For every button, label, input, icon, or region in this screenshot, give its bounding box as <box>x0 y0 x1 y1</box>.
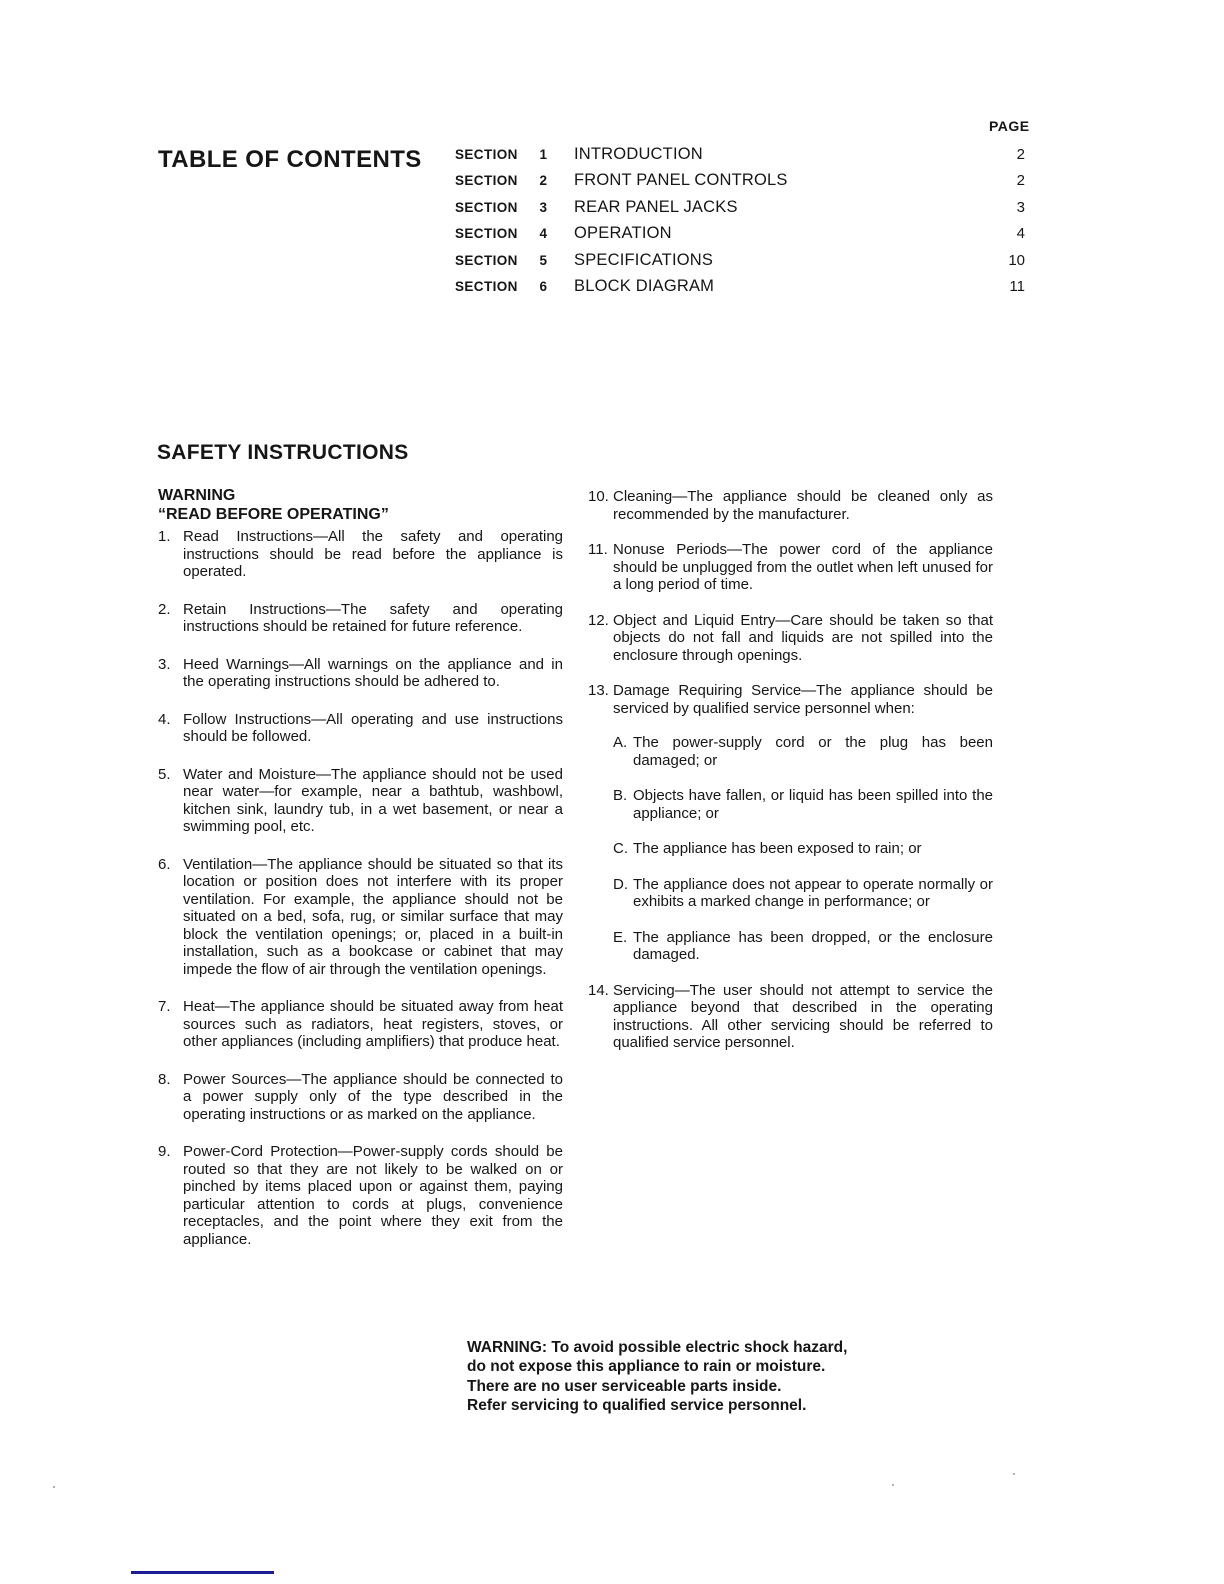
safety-instructions-title: SAFETY INSTRUCTIONS <box>157 441 409 464</box>
toc-section-number: 3 <box>539 199 547 215</box>
safety-item-5 <box>158 766 563 836</box>
item-number: 8. <box>158 1070 171 1088</box>
read-before-operating-subtitle: “READ BEFORE OPERATING” <box>158 506 389 523</box>
item-number: 13. <box>588 682 609 699</box>
item-text: Object and Liquid Entry—Care should be taken so that objects do not fall and liquids are not spilled into the enclosure through openings. <box>613 611 993 664</box>
toc-section-label: SECTION <box>455 278 518 294</box>
item-number: 14. <box>588 981 609 999</box>
toc-section-number: 2 <box>539 173 547 189</box>
toc-page-number: 3 <box>1016 198 1025 216</box>
subitem-text: The appliance does not appear to operate normally or exhibits a marked change in performance; or <box>633 875 993 910</box>
item-number: 12. <box>588 611 609 629</box>
item-number: 7. <box>158 998 171 1015</box>
toc-entry-6 <box>455 277 1025 303</box>
subitem-letter: A. <box>613 734 628 751</box>
subitem-c <box>613 840 993 858</box>
safety-item-14 <box>588 982 993 1052</box>
item-number: 5. <box>158 765 171 783</box>
warning-line-1: WARNING: To avoid possible electric shock hazard, <box>467 1339 848 1356</box>
safety-item-2 <box>158 601 563 636</box>
scan-speck <box>1013 1473 1015 1475</box>
toc-section-label: SECTION <box>455 147 518 162</box>
electric-shock-warning <box>467 1338 917 1415</box>
item-text: Retain Instructions—The safety and operating instructions should be retained for future reference. <box>183 600 563 635</box>
toc-entry-3 <box>455 198 1025 224</box>
item-text: Nonuse Periods—The power cord of the appliance should be unplugged from the outlet when left unused for a long period of time. <box>613 541 993 593</box>
warning-line-4: Refer servicing to qualified service personnel. <box>467 1396 807 1414</box>
toc-page-number: 11 <box>1009 277 1025 295</box>
scan-speck <box>53 1486 55 1488</box>
toc-section-title: FRONT PANEL CONTROLS <box>574 171 788 190</box>
toc-section-number: 5 <box>539 252 547 268</box>
toc-section-title: OPERATION <box>574 224 672 243</box>
subitem-text: The appliance has been exposed to rain; or <box>633 840 922 857</box>
toc-section-label: SECTION <box>455 173 518 189</box>
table-of-contents <box>455 145 1025 303</box>
safety-item-8 <box>158 1071 563 1124</box>
toc-section-number: 6 <box>539 278 547 294</box>
toc-page-number: 2 <box>1016 172 1025 190</box>
toc-title: TABLE OF CONTENTS <box>158 146 422 173</box>
toc-section-title: SPECIFICATIONS <box>574 250 714 269</box>
toc-page-number: 4 <box>1016 225 1025 243</box>
safety-item-11 <box>588 541 993 594</box>
item-text: Power Sources—The appliance should be connected to a power supply only of the type described in the operating instructions or as marked on the appliance. <box>183 1070 563 1123</box>
subitem-d <box>613 876 993 911</box>
subitem-b <box>613 787 993 822</box>
subitem-text: Objects have fallen, or liquid has been spilled into the appliance; or <box>633 787 993 822</box>
item-text: Read Instructions—All the safety and operating instructions should be read before the appliance is operated. <box>183 528 563 580</box>
safety-item-10 <box>588 488 993 523</box>
item-text: Follow Instructions—All operating and use instructions should be followed. <box>183 710 563 745</box>
subitem-text: The appliance has been dropped, or the enclosure damaged. <box>633 928 993 963</box>
safety-item-3 <box>158 656 563 691</box>
safety-item-9 <box>158 1143 563 1248</box>
warning-line-3: There are no user serviceable parts inside. <box>467 1377 782 1395</box>
scan-speck <box>892 1484 894 1486</box>
toc-section-number: 1 <box>539 147 547 162</box>
toc-section-title: INTRODUCTION <box>574 145 703 163</box>
safety-item-12 <box>588 612 993 665</box>
toc-section-label: SECTION <box>455 199 518 215</box>
safety-item-7 <box>158 998 563 1051</box>
item-text: Power-Cord Protection—Power-supply cords should be routed so that they are not likely to be walked on or pinched by items placed upon or against them, paying particular attention to cords at plugs, convenience receptacles, and the point where they exit from the appliance. <box>183 1143 563 1248</box>
toc-entry-4 <box>455 224 1025 250</box>
safety-item-1 <box>158 528 563 581</box>
item-text: Water and Moisture—The appliance should not be used near water—for example, near a bathtub, washbowl, kitchen sink, laundry tub, in a wet basement, or near a swimming pool, etc. <box>183 765 563 835</box>
toc-section-title: BLOCK DIAGRAM <box>574 276 715 295</box>
item-number: 1. <box>158 528 171 545</box>
item-text <box>613 682 993 964</box>
subitem-text: The power-supply cord or the plug has been damaged; or <box>633 734 993 769</box>
subitem-letter: B. <box>613 787 628 804</box>
item-text: Cleaning—The appliance should be cleaned only as recommended by the manufacturer. <box>613 488 993 523</box>
safety-item-4 <box>158 711 563 746</box>
warning-label: WARNING <box>158 487 236 504</box>
warning-line-2: do not expose this appliance to rain or moisture. <box>467 1358 826 1376</box>
subitem-e <box>613 929 993 964</box>
item-number: 9. <box>158 1143 171 1160</box>
item-number: 10. <box>588 488 609 505</box>
item-number: 2. <box>158 600 171 618</box>
toc-entry-1 <box>455 145 1025 171</box>
footer-blue-line <box>131 1571 274 1574</box>
toc-section-label: SECTION <box>455 226 518 242</box>
damage-service-subitems <box>613 734 993 964</box>
item-number: 3. <box>158 655 171 673</box>
toc-section-title: REAR PANEL JACKS <box>574 197 738 216</box>
item-text: Heat—The appliance should be situated away from heat sources such as radiators, heat registers, stoves, or other appliances (including amplifiers) that produce heat. <box>183 998 563 1050</box>
item-number: 6. <box>158 855 171 873</box>
item-number: 11. <box>588 541 608 558</box>
toc-entry-5 <box>455 251 1025 277</box>
toc-page-number: 2 <box>1016 146 1025 163</box>
safety-item-13 <box>588 682 993 964</box>
subitem-letter: D. <box>613 875 628 893</box>
item-text: Servicing—The user should not attempt to service the appliance beyond that described in the operating instructions. All other servicing should be referred to qualified service personnel. <box>613 981 993 1051</box>
toc-page-column-header: PAGE <box>989 118 1030 134</box>
toc-section-number: 4 <box>539 226 547 242</box>
subitem-letter: C. <box>613 840 628 857</box>
safety-item-6 <box>158 856 563 979</box>
safety-column-right <box>588 488 993 1070</box>
item-text-main: Damage Requiring Service—The appliance should be serviced by qualified service personnel when: <box>613 682 993 717</box>
toc-section-label: SECTION <box>455 252 518 268</box>
item-text: Heed Warnings—All warnings on the appliance and in the operating instructions should be adhered to. <box>183 655 563 690</box>
toc-page-number: 10 <box>1008 251 1025 269</box>
subitem-letter: E. <box>613 928 628 946</box>
item-text: Ventilation—The appliance should be situated so that its location or position does not interfere with its proper ventilation. For example, the appliance should not be situated on a bed, sofa, rug, or similar surface that may block the ventilation openings; or, placed in a built-in installation, such as a bookcase or cabinet that may impede the flow of air through the ventilation openings. <box>183 855 563 978</box>
subitem-a <box>613 734 993 769</box>
item-number: 4. <box>158 710 171 728</box>
safety-column-left <box>158 486 563 1268</box>
toc-entry-2 <box>455 171 1025 197</box>
